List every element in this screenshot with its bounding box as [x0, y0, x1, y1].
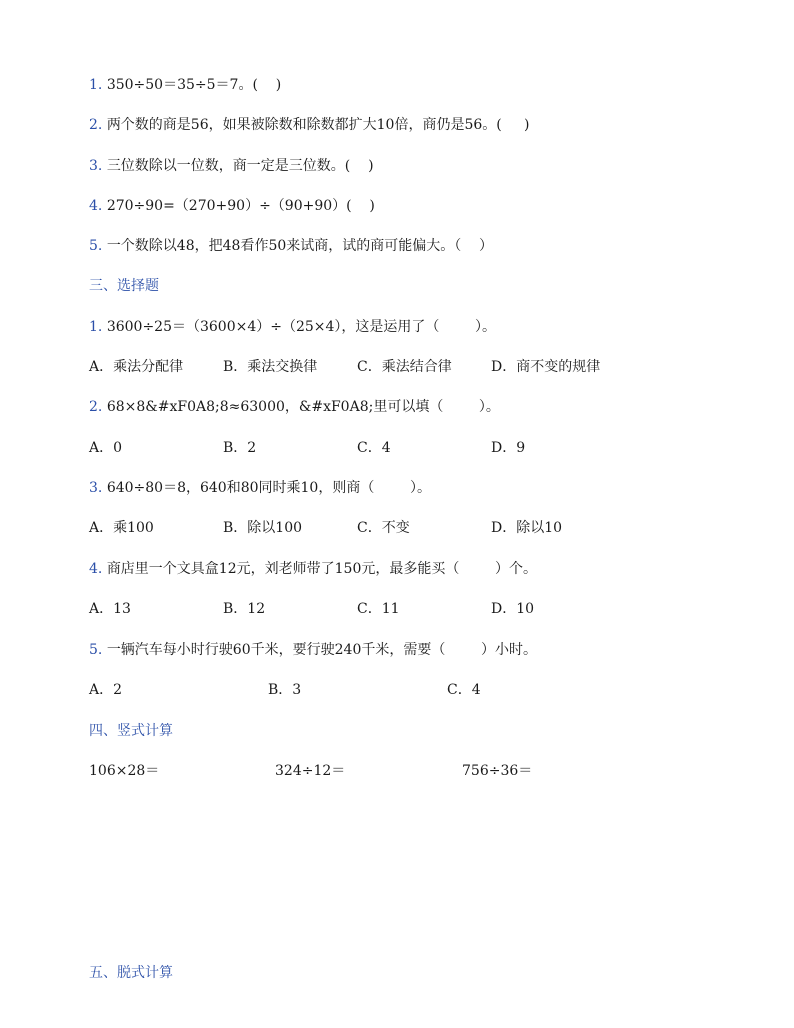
option-a: A．13 — [89, 601, 131, 617]
option-b: B．3 — [268, 682, 302, 698]
section-heading-choice: 三、选择题 — [89, 278, 159, 294]
option-b: B．除以100 — [223, 520, 303, 536]
question-number: 5. — [89, 238, 103, 254]
section-heading-vertical-calc: 四、竖式计算 — [89, 723, 173, 739]
choice-question-5 — [89, 640, 537, 660]
question-text: 68×8&#xF0A8;8≈63000，&#xF0A8;里可以填（ ）。 — [106, 399, 500, 415]
choice-question-3 — [89, 478, 431, 498]
option-d: D．10 — [491, 601, 535, 617]
question-text: 3600÷25＝（3600×4）÷（25×4），这是运用了（ ）。 — [106, 319, 497, 335]
judge-question-4 — [89, 196, 375, 216]
option-c: C．11 — [357, 601, 400, 617]
question-number: 1. — [89, 319, 103, 335]
option-c: C．不变 — [357, 520, 410, 536]
judge-question-2 — [89, 115, 529, 135]
question-text: 一个数除以48，把48看作50来试商，试的商可能偏大。（ ） — [106, 238, 494, 254]
judge-question-3 — [89, 156, 374, 176]
option-c: C．4 — [357, 440, 391, 456]
question-text: 一辆汽车每小时行驶60千米，要行驶240千米，需要（ ）小时。 — [106, 642, 537, 658]
question-text: 两个数的商是56，如果被除数和除数都扩大10倍，商仍是56。( ) — [106, 117, 530, 133]
option-a: A．乘100 — [89, 520, 154, 536]
question-number: 3. — [89, 480, 103, 496]
question-number: 2. — [89, 399, 103, 415]
question-text: 350÷50＝35÷5＝7。( ) — [106, 77, 282, 93]
question-number: 1. — [89, 77, 103, 93]
option-b: B．12 — [223, 601, 266, 617]
option-a: A．乘法分配律 — [89, 359, 184, 375]
question-number: 2. — [89, 117, 103, 133]
judge-question-5 — [89, 236, 493, 256]
option-a: A．0 — [89, 440, 123, 456]
question-text: 270÷90=（270+90）÷（90+90）( ) — [106, 198, 375, 214]
option-d: D．除以10 — [491, 520, 563, 536]
choice-question-1 — [89, 317, 496, 337]
option-b: B．乘法交换律 — [223, 359, 318, 375]
choice-question-2 — [89, 397, 500, 417]
section-heading-step-calc: 五、脱式计算 — [89, 965, 173, 981]
question-text: 640÷80＝8，640和80同时乘10，则商（ ）。 — [106, 480, 431, 496]
question-text: 三位数除以一位数，商一定是三位数。( ) — [106, 158, 374, 174]
question-text: 商店里一个文具盒12元，刘老师带了150元，最多能买（ ）个。 — [106, 561, 537, 577]
calc-problem-3: 756÷36＝ — [462, 763, 533, 779]
calc-problem-1: 106×28＝ — [89, 763, 160, 779]
option-d: D．9 — [491, 440, 526, 456]
judge-question-1 — [89, 75, 281, 95]
question-number: 4. — [89, 198, 103, 214]
option-b: B．2 — [223, 440, 257, 456]
calc-problem-2: 324÷12＝ — [275, 763, 346, 779]
question-number: 4. — [89, 561, 103, 577]
option-a: A．2 — [89, 682, 123, 698]
question-number: 3. — [89, 158, 103, 174]
option-d: D．商不变的规律 — [491, 359, 601, 375]
option-c: C．4 — [447, 682, 481, 698]
option-c: C．乘法结合律 — [357, 359, 452, 375]
choice-question-4 — [89, 559, 537, 579]
question-number: 5. — [89, 642, 103, 658]
